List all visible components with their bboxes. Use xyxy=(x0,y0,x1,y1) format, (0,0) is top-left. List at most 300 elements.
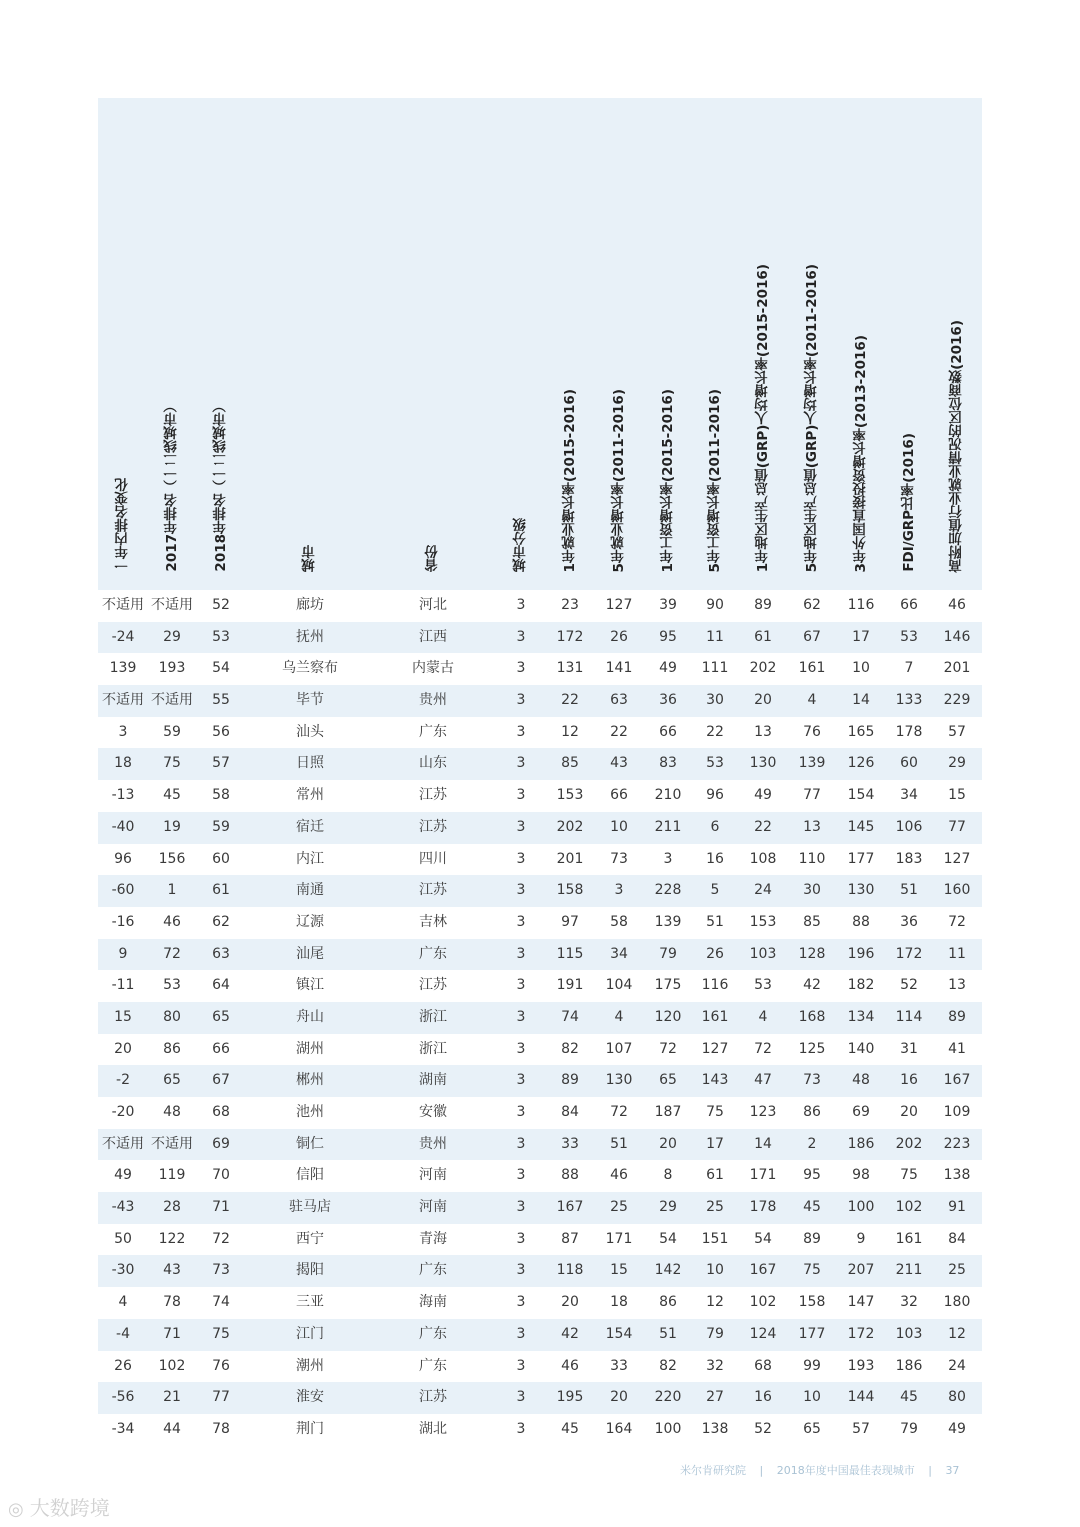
cell-fdi-growth-3y: 144 xyxy=(847,1389,875,1406)
cell-grp-per-capita-growth-5y: 128 xyxy=(798,945,826,962)
cell-employment-growth-5y: 26 xyxy=(610,628,628,645)
cell-province: 四川 xyxy=(419,850,447,867)
cell-fdi-grp-ratio: 36 xyxy=(900,913,918,930)
cell-employment-growth-5y: 107 xyxy=(605,1040,633,1057)
cell-high-value-industry-lq: 29 xyxy=(948,755,966,772)
cell-fdi-grp-ratio: 161 xyxy=(895,1230,923,1247)
cell-grp-per-capita-growth-1y: 20 xyxy=(754,692,772,709)
cell-rank-2017: 46 xyxy=(163,913,181,930)
cell-rank-2018: 52 xyxy=(212,597,230,613)
header-high-value-industry-lq xyxy=(934,98,980,590)
cell-grp-per-capita-growth-1y: 103 xyxy=(749,945,777,962)
cell-city: 宿迁 xyxy=(296,818,324,835)
watermark-text: 大数跨境 xyxy=(29,1496,110,1520)
cell-rank-2017: 45 xyxy=(163,787,181,804)
cell-grp-per-capita-growth-5y: 30 xyxy=(803,882,821,899)
cell-wage-growth-1y: 20 xyxy=(659,1135,677,1152)
cell-employment-growth-1y: 153 xyxy=(556,787,584,804)
cell-fdi-grp-ratio: 186 xyxy=(895,1357,923,1374)
cell-city-tier: 3 xyxy=(516,628,526,645)
cell-wage-growth-1y: 100 xyxy=(654,1420,682,1437)
cell-rank-change: 不适用 xyxy=(102,692,144,709)
cell-rank-change: -11 xyxy=(111,977,135,994)
cell-province: 安徽 xyxy=(419,1104,447,1120)
table-row xyxy=(98,970,982,1002)
cell-city-tier: 3 xyxy=(516,1040,526,1057)
cell-wage-growth-5y: 6 xyxy=(710,818,720,835)
cell-fdi-growth-3y: 154 xyxy=(847,787,875,804)
cell-fdi-grp-ratio: 32 xyxy=(900,1294,918,1311)
table-row xyxy=(98,1160,982,1192)
cell-high-value-industry-lq: 11 xyxy=(948,945,966,962)
cell-grp-per-capita-growth-5y: 2 xyxy=(807,1135,817,1152)
cell-city-tier: 3 xyxy=(516,723,526,740)
cell-employment-growth-5y: 104 xyxy=(605,977,633,994)
cell-employment-growth-1y: 84 xyxy=(561,1104,579,1120)
cell-fdi-grp-ratio: 178 xyxy=(895,723,923,740)
cell-employment-growth-5y: 58 xyxy=(610,913,628,930)
cell-province: 河南 xyxy=(419,1199,447,1216)
header-label: 城市 xyxy=(302,545,318,572)
cell-province: 贵州 xyxy=(419,1135,447,1152)
cell-employment-growth-1y: 97 xyxy=(561,913,579,930)
cell-rank-2018: 68 xyxy=(212,1104,230,1120)
cell-grp-per-capita-growth-1y: 24 xyxy=(754,882,772,899)
cell-rank-2018: 70 xyxy=(212,1167,230,1184)
header-label: 高附加值行业就业情况的区位商数(2016) xyxy=(949,319,965,572)
cell-city: 常州 xyxy=(296,787,324,804)
cell-wage-growth-1y: 3 xyxy=(663,850,673,867)
cell-employment-growth-1y: 82 xyxy=(561,1040,579,1057)
footer-org: 米尔肯研究院 xyxy=(680,1464,746,1477)
cell-rank-change: -13 xyxy=(111,787,135,804)
cell-grp-per-capita-growth-5y: 62 xyxy=(803,597,821,613)
cell-rank-2017: 1 xyxy=(167,882,177,899)
cell-fdi-growth-3y: 57 xyxy=(852,1420,870,1437)
cell-city: 毕节 xyxy=(296,692,324,709)
cell-employment-growth-1y: 12 xyxy=(561,723,579,740)
cell-high-value-industry-lq: 223 xyxy=(943,1135,971,1152)
cell-high-value-industry-lq: 57 xyxy=(948,723,966,740)
watermark xyxy=(8,1492,110,1521)
cell-grp-per-capita-growth-1y: 102 xyxy=(749,1294,777,1311)
cell-fdi-growth-3y: 165 xyxy=(847,723,875,740)
cell-city-tier: 3 xyxy=(516,913,526,930)
cell-city: 铜仁 xyxy=(296,1135,324,1152)
cell-rank-change: 9 xyxy=(118,945,128,962)
cell-city-tier: 3 xyxy=(516,755,526,772)
table-row xyxy=(98,622,982,654)
cell-high-value-industry-lq: 49 xyxy=(948,1420,966,1437)
cell-rank-2017: 48 xyxy=(163,1104,181,1120)
header-rank-2017 xyxy=(148,98,196,590)
cell-grp-per-capita-growth-5y: 42 xyxy=(803,977,821,994)
cell-grp-per-capita-growth-5y: 168 xyxy=(798,1008,826,1025)
cell-rank-2018: 78 xyxy=(212,1420,230,1437)
cell-rank-2018: 74 xyxy=(212,1294,230,1311)
cell-fdi-growth-3y: 100 xyxy=(847,1199,875,1216)
ranking-table xyxy=(98,98,982,1446)
cell-wage-growth-5y: 61 xyxy=(706,1167,724,1184)
cell-rank-2017: 21 xyxy=(163,1389,181,1406)
cell-wage-growth-5y: 30 xyxy=(706,692,724,709)
cell-wage-growth-5y: 16 xyxy=(706,850,724,867)
cell-high-value-industry-lq: 160 xyxy=(943,882,971,899)
cell-rank-change: 15 xyxy=(114,1008,132,1025)
cell-employment-growth-1y: 45 xyxy=(561,1420,579,1437)
header-label: 1年就业增长率(2015-2016) xyxy=(562,388,578,572)
cell-high-value-industry-lq: 127 xyxy=(943,850,971,867)
cell-province: 江苏 xyxy=(419,977,447,994)
table-row xyxy=(98,812,982,844)
header-province xyxy=(378,98,488,590)
header-label: 5年工资增长率(2011-2016) xyxy=(707,388,723,572)
cell-rank-2017: 59 xyxy=(163,723,181,740)
cell-city-tier: 3 xyxy=(516,1389,526,1406)
cell-wage-growth-5y: 12 xyxy=(706,1294,724,1311)
cell-grp-per-capita-growth-1y: 108 xyxy=(749,850,777,867)
cell-province: 青海 xyxy=(419,1230,447,1247)
cell-employment-growth-5y: 22 xyxy=(610,723,628,740)
cell-city: 镇江 xyxy=(296,977,324,994)
cell-rank-2018: 57 xyxy=(212,755,230,772)
cell-city: 辽源 xyxy=(296,913,324,930)
cell-grp-per-capita-growth-1y: 54 xyxy=(754,1230,772,1247)
cell-city-tier: 3 xyxy=(516,1262,526,1279)
cell-fdi-growth-3y: 172 xyxy=(847,1325,875,1342)
footer-report-title: 2018年度中国最佳表现城市 xyxy=(776,1464,915,1477)
table-row xyxy=(98,875,982,907)
cell-city: 驻马店 xyxy=(289,1199,331,1216)
cell-city-tier: 3 xyxy=(516,1294,526,1311)
cell-fdi-grp-ratio: 66 xyxy=(900,597,918,613)
cell-high-value-industry-lq: 80 xyxy=(948,1389,966,1406)
cell-wage-growth-1y: 65 xyxy=(659,1072,677,1089)
cell-grp-per-capita-growth-1y: 52 xyxy=(754,1420,772,1437)
cell-fdi-growth-3y: 134 xyxy=(847,1008,875,1025)
cell-rank-2018: 62 xyxy=(212,913,230,930)
cell-rank-2017: 53 xyxy=(163,977,181,994)
cell-province: 江苏 xyxy=(419,882,447,899)
cell-wage-growth-1y: 175 xyxy=(654,977,682,994)
cell-grp-per-capita-growth-5y: 89 xyxy=(803,1230,821,1247)
cell-employment-growth-1y: 118 xyxy=(556,1262,584,1279)
cell-city-tier: 3 xyxy=(516,1357,526,1374)
cell-fdi-grp-ratio: 103 xyxy=(895,1325,923,1342)
cell-grp-per-capita-growth-5y: 45 xyxy=(803,1199,821,1216)
cell-fdi-grp-ratio: 7 xyxy=(904,660,914,677)
cell-grp-per-capita-growth-5y: 77 xyxy=(803,787,821,804)
cell-grp-per-capita-growth-1y: 16 xyxy=(754,1389,772,1406)
cell-wage-growth-5y: 25 xyxy=(706,1199,724,1216)
cell-high-value-industry-lq: 109 xyxy=(943,1104,971,1120)
cell-rank-2017: 156 xyxy=(158,850,186,867)
cell-rank-change: -2 xyxy=(116,1072,130,1089)
cell-fdi-growth-3y: 10 xyxy=(852,660,870,677)
cell-province: 河北 xyxy=(419,597,447,613)
cell-fdi-growth-3y: 88 xyxy=(852,913,870,930)
cell-wage-growth-1y: 210 xyxy=(654,787,682,804)
cell-rank-change: -60 xyxy=(111,882,135,899)
cell-wage-growth-1y: 39 xyxy=(659,597,677,613)
cell-rank-change: -24 xyxy=(111,628,135,645)
cell-fdi-growth-3y: 130 xyxy=(847,882,875,899)
cell-fdi-growth-3y: 9 xyxy=(856,1230,866,1247)
table-row xyxy=(98,907,982,939)
cell-fdi-grp-ratio: 133 xyxy=(895,692,923,709)
cell-rank-2017: 不适用 xyxy=(151,1135,193,1152)
cell-fdi-growth-3y: 186 xyxy=(847,1135,875,1152)
cell-city: 抚州 xyxy=(296,628,324,645)
cell-rank-change: -34 xyxy=(111,1420,135,1437)
cell-employment-growth-5y: 73 xyxy=(610,850,628,867)
cell-rank-2018: 77 xyxy=(212,1389,230,1406)
cell-employment-growth-1y: 195 xyxy=(556,1389,584,1406)
cell-city: 舟山 xyxy=(296,1008,324,1025)
cell-rank-change: 96 xyxy=(114,850,132,867)
cell-rank-2017: 75 xyxy=(163,755,181,772)
footer-separator: | xyxy=(928,1464,932,1477)
cell-rank-2018: 71 xyxy=(212,1199,230,1216)
cell-rank-change: 3 xyxy=(118,723,128,740)
cell-grp-per-capita-growth-1y: 124 xyxy=(749,1325,777,1342)
cell-province: 广东 xyxy=(419,723,447,740)
cell-grp-per-capita-growth-1y: 72 xyxy=(754,1040,772,1057)
cell-grp-per-capita-growth-1y: 202 xyxy=(749,660,777,677)
cell-fdi-growth-3y: 116 xyxy=(847,597,875,613)
cell-fdi-growth-3y: 193 xyxy=(847,1357,875,1374)
header-employment-growth-1y xyxy=(547,98,593,590)
cell-wage-growth-5y: 27 xyxy=(706,1389,724,1406)
cell-province: 江苏 xyxy=(419,787,447,804)
cell-wage-growth-1y: 79 xyxy=(659,945,677,962)
cell-fdi-grp-ratio: 45 xyxy=(900,1389,918,1406)
cell-province: 贵州 xyxy=(419,692,447,709)
table-row xyxy=(98,1414,982,1446)
cell-wage-growth-5y: 26 xyxy=(706,945,724,962)
cell-grp-per-capita-growth-5y: 99 xyxy=(803,1357,821,1374)
cell-rank-change: -30 xyxy=(111,1262,135,1279)
cell-city-tier: 3 xyxy=(516,945,526,962)
cell-wage-growth-5y: 10 xyxy=(706,1262,724,1279)
table-row xyxy=(98,1287,982,1319)
cell-fdi-grp-ratio: 34 xyxy=(900,787,918,804)
cell-city: 荆门 xyxy=(296,1420,324,1437)
cell-rank-2018: 56 xyxy=(212,723,230,740)
cell-fdi-grp-ratio: 114 xyxy=(895,1008,923,1025)
cell-grp-per-capita-growth-5y: 10 xyxy=(803,1389,821,1406)
cell-province: 内蒙古 xyxy=(412,660,454,677)
cell-rank-2018: 66 xyxy=(212,1040,230,1057)
table-header-row xyxy=(98,98,982,590)
cell-employment-growth-5y: 63 xyxy=(610,692,628,709)
header-label: 5年就业增长率(2011-2016) xyxy=(611,388,627,572)
cell-fdi-grp-ratio: 183 xyxy=(895,850,923,867)
cell-rank-2017: 不适用 xyxy=(151,692,193,709)
table-row xyxy=(98,1255,982,1287)
cell-grp-per-capita-growth-1y: 53 xyxy=(754,977,772,994)
cell-city-tier: 3 xyxy=(516,787,526,804)
cell-employment-growth-1y: 202 xyxy=(556,818,584,835)
cell-city: 郴州 xyxy=(296,1072,324,1089)
header-grp-per-capita-growth-1y xyxy=(740,98,786,590)
table-row xyxy=(98,1351,982,1383)
cell-wage-growth-5y: 22 xyxy=(706,723,724,740)
cell-city-tier: 3 xyxy=(516,1230,526,1247)
cell-employment-growth-5y: 15 xyxy=(610,1262,628,1279)
table-row xyxy=(98,780,982,812)
cell-province: 吉林 xyxy=(419,913,447,930)
cell-employment-growth-5y: 154 xyxy=(605,1325,633,1342)
cell-rank-2018: 60 xyxy=(212,850,230,867)
cell-fdi-growth-3y: 14 xyxy=(852,692,870,709)
cell-province: 湖南 xyxy=(419,1072,447,1089)
header-wage-growth-1y xyxy=(645,98,691,590)
header-city xyxy=(250,98,370,590)
cell-rank-change: 不适用 xyxy=(102,597,144,613)
cell-high-value-industry-lq: 24 xyxy=(948,1357,966,1374)
cell-wage-growth-5y: 143 xyxy=(701,1072,729,1089)
cell-wage-growth-1y: 51 xyxy=(659,1325,677,1342)
cell-province: 浙江 xyxy=(419,1040,447,1057)
header-label: 2018年排名（一二线城市） xyxy=(213,399,229,572)
table-row xyxy=(98,590,982,622)
cell-employment-growth-5y: 171 xyxy=(605,1230,633,1247)
table-row xyxy=(98,1002,982,1034)
table-row xyxy=(98,1192,982,1224)
cell-city: 汕头 xyxy=(296,723,324,740)
header-label: 省份 xyxy=(425,545,441,572)
cell-rank-2017: 44 xyxy=(163,1420,181,1437)
table-row xyxy=(98,717,982,749)
header-fdi-grp-ratio xyxy=(886,98,932,590)
cell-employment-growth-5y: 46 xyxy=(610,1167,628,1184)
cell-grp-per-capita-growth-1y: 13 xyxy=(754,723,772,740)
cell-grp-per-capita-growth-5y: 85 xyxy=(803,913,821,930)
cell-rank-change: -4 xyxy=(116,1325,130,1342)
cell-fdi-grp-ratio: 102 xyxy=(895,1199,923,1216)
cell-city-tier: 3 xyxy=(516,1072,526,1089)
cell-high-value-industry-lq: 201 xyxy=(943,660,971,677)
cell-fdi-growth-3y: 140 xyxy=(847,1040,875,1057)
cell-wage-growth-1y: 220 xyxy=(654,1389,682,1406)
cell-grp-per-capita-growth-5y: 95 xyxy=(803,1167,821,1184)
cell-grp-per-capita-growth-5y: 177 xyxy=(798,1325,826,1342)
cell-rank-2018: 69 xyxy=(212,1135,230,1152)
cell-grp-per-capita-growth-1y: 4 xyxy=(758,1008,768,1025)
cell-fdi-growth-3y: 177 xyxy=(847,850,875,867)
cell-rank-2017: 193 xyxy=(158,660,186,677)
table-row xyxy=(98,1097,982,1129)
cell-wage-growth-1y: 54 xyxy=(659,1230,677,1247)
cell-rank-change: -16 xyxy=(111,913,135,930)
cell-high-value-industry-lq: 13 xyxy=(948,977,966,994)
cell-employment-growth-5y: 4 xyxy=(614,1008,624,1025)
header-label: 3年外国直接投资增长率(2013-2016) xyxy=(853,334,869,572)
cell-employment-growth-5y: 33 xyxy=(610,1357,628,1374)
cell-city: 汕尾 xyxy=(296,945,324,962)
cell-wage-growth-1y: 120 xyxy=(654,1008,682,1025)
cell-wage-growth-5y: 127 xyxy=(701,1040,729,1057)
cell-wage-growth-1y: 49 xyxy=(659,660,677,677)
cell-wage-growth-1y: 95 xyxy=(659,628,677,645)
cell-rank-2018: 73 xyxy=(212,1262,230,1279)
cell-employment-growth-5y: 141 xyxy=(605,660,633,677)
cell-fdi-growth-3y: 69 xyxy=(852,1104,870,1120)
table-row xyxy=(98,1034,982,1066)
cell-wage-growth-1y: 187 xyxy=(654,1104,682,1120)
cell-province: 山东 xyxy=(419,755,447,772)
cell-rank-2018: 76 xyxy=(212,1357,230,1374)
cell-wage-growth-5y: 96 xyxy=(706,787,724,804)
cell-employment-growth-1y: 22 xyxy=(561,692,579,709)
cell-rank-2018: 72 xyxy=(212,1230,230,1247)
cell-province: 广东 xyxy=(419,1325,447,1342)
cell-city-tier: 3 xyxy=(516,660,526,677)
cell-rank-change: -20 xyxy=(111,1104,135,1120)
cell-grp-per-capita-growth-5y: 110 xyxy=(798,850,826,867)
cell-rank-2018: 65 xyxy=(212,1008,230,1025)
cell-rank-change: 不适用 xyxy=(102,1135,144,1152)
cell-wage-growth-1y: 36 xyxy=(659,692,677,709)
header-label: 城市分级 xyxy=(513,518,529,572)
cell-employment-growth-5y: 25 xyxy=(610,1199,628,1216)
cell-fdi-grp-ratio: 31 xyxy=(900,1040,918,1057)
cell-rank-change: -40 xyxy=(111,818,135,835)
cell-employment-growth-5y: 34 xyxy=(610,945,628,962)
table-row xyxy=(98,1319,982,1351)
cell-grp-per-capita-growth-1y: 178 xyxy=(749,1199,777,1216)
cell-employment-growth-1y: 87 xyxy=(561,1230,579,1247)
cell-employment-growth-1y: 158 xyxy=(556,882,584,899)
cell-fdi-growth-3y: 126 xyxy=(847,755,875,772)
cell-rank-2017: 28 xyxy=(163,1199,181,1216)
cell-city-tier: 3 xyxy=(516,1008,526,1025)
cell-rank-2017: 71 xyxy=(163,1325,181,1342)
cell-high-value-industry-lq: 25 xyxy=(948,1262,966,1279)
cell-province: 广东 xyxy=(419,1357,447,1374)
cell-wage-growth-5y: 32 xyxy=(706,1357,724,1374)
table-row xyxy=(98,748,982,780)
cell-province: 江西 xyxy=(419,628,447,645)
cell-grp-per-capita-growth-5y: 75 xyxy=(803,1262,821,1279)
cell-high-value-industry-lq: 180 xyxy=(943,1294,971,1311)
cell-fdi-growth-3y: 17 xyxy=(852,628,870,645)
cell-employment-growth-5y: 10 xyxy=(610,818,628,835)
cell-city: 江门 xyxy=(296,1325,324,1342)
cell-fdi-grp-ratio: 79 xyxy=(900,1420,918,1437)
cell-city: 揭阳 xyxy=(296,1262,324,1279)
cell-employment-growth-5y: 164 xyxy=(605,1420,633,1437)
cell-grp-per-capita-growth-5y: 139 xyxy=(798,755,826,772)
cell-grp-per-capita-growth-1y: 22 xyxy=(754,818,772,835)
cell-grp-per-capita-growth-5y: 73 xyxy=(803,1072,821,1089)
cell-city-tier: 3 xyxy=(516,1135,526,1152)
cell-rank-change: 26 xyxy=(114,1357,132,1374)
cell-city-tier: 3 xyxy=(516,1325,526,1342)
cell-grp-per-capita-growth-5y: 67 xyxy=(803,628,821,645)
cell-employment-growth-1y: 89 xyxy=(561,1072,579,1089)
cell-wage-growth-5y: 116 xyxy=(701,977,729,994)
cell-city-tier: 3 xyxy=(516,1420,526,1437)
cell-rank-2017: 19 xyxy=(163,818,181,835)
table-body xyxy=(98,590,982,1446)
cell-rank-2018: 67 xyxy=(212,1072,230,1089)
cell-rank-change: 139 xyxy=(109,660,137,677)
table-row xyxy=(98,844,982,876)
header-employment-growth-5y xyxy=(596,98,642,590)
cell-province: 江苏 xyxy=(419,818,447,835)
